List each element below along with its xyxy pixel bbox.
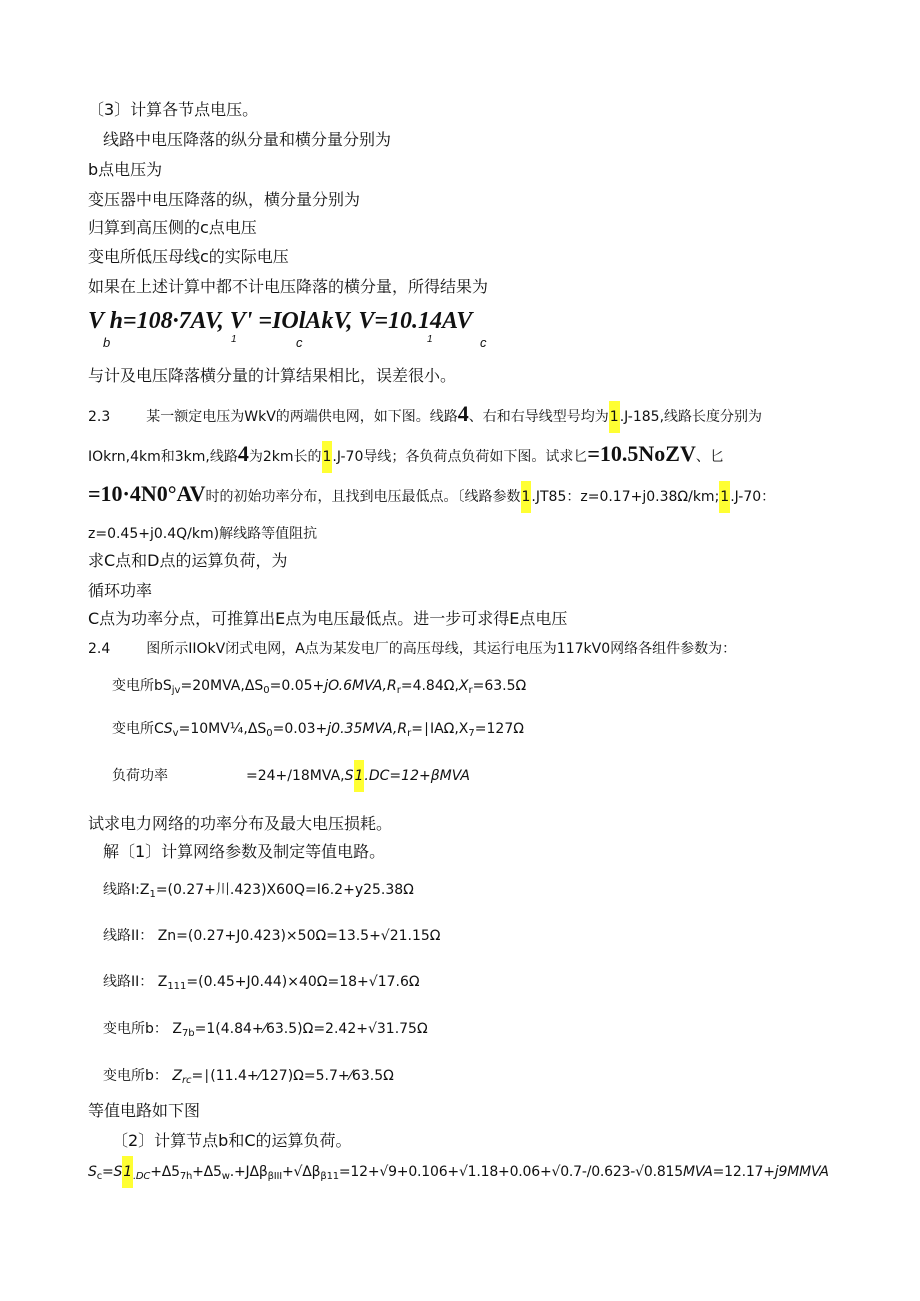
problem-2-3: 2.3 某一额定电压为WkV的两端供电网，如下图。线路4、右和右导线型号均为1.J-185,线路长度分别为 (88, 404, 762, 427)
text-line: 如果在上述计算中都不计电压降落的横分量，所得结果为 (88, 277, 489, 296)
problem-number: 2.3 (88, 409, 111, 425)
text-line: 等值电路如下图 (88, 1101, 201, 1120)
text-line: 变压器中电压降落的纵，横分量分别为 (88, 190, 361, 209)
text-line: z=0.45+j0.4Q/km)解线路等值阻抗 (88, 526, 318, 542)
highlight: 1 (609, 401, 620, 433)
formula-subscript: 1 (427, 334, 433, 345)
problem-number: 2.4 (88, 641, 111, 657)
text-line: 归算到高压侧的c点电压 (88, 218, 257, 237)
highlight: 1 (719, 481, 730, 513)
highlight: 1 (322, 441, 333, 473)
step3-heading: 〔3〕计算各节点电压。 (88, 100, 259, 119)
question-line: 试求电力网络的功率分布及最大电压损耗。 (88, 814, 393, 833)
equation-substation-c: 变电所b： $Z_{rc}=∣(11.4+⁄127)\Omega=5.7+⁄63.5\Omega$ (103, 1068, 394, 1086)
load-power: 负荷功率 =24+/18MVA,S1.DC=12+βMVA (112, 766, 470, 786)
text-line: b点电压为 (88, 160, 163, 179)
equation-line-2: 线路II： Zn=(0.27+J0.423)×50Ω=13.5+√21.15Ω (103, 928, 441, 944)
equation-line-1: 线路$I:Z_1=(0.27+$川.423)X60Q=I6.2+y25.38Ω (103, 882, 414, 900)
text-line: 循环功率 (88, 581, 153, 600)
substation-b-params: 变电所$bS_{jv}=20MVA,\Delta S_0=0.05+jO.6MVA,R_r=4.84\Omega,X_r=63.5\Omega$ (112, 678, 527, 696)
equation-sc: $S_c=S1_{.DC}+\Delta 5_{7h}+\Delta 5_w.+J\Delta\beta_{\beta III}+√\Delta\beta_{\beta 11}=12+√9+0.106+√1.18+0.06+√0.7-/0.623-√0.815MVA=12.17+j9MMVA$ (88, 1162, 829, 1187)
highlight: 1 (122, 1156, 133, 1188)
formula-voltages: V h=108·7AV, V' =IOlAkV, V=10.14AV (88, 308, 473, 334)
problem-2-4: 2.4 图所示IIOkV闭式电网，A点为某发电厂的高压母线，其运行电压为117kV0网络各组件参数为： (88, 641, 737, 657)
substation-c-params: 变电所$CS_v=10MV\frac{1}{4},\Delta S_0=0.03+j0.35MVA,R_r=∣IA\Omega,X_7=127\Omega$ (112, 721, 524, 739)
problem-2-3-line2: IOkrn,4km和3km,线路4为2km长的1.J-70导线；各负荷点负荷如下图。试求匕=10.5NoZV、匕 (88, 444, 724, 467)
text-line: C点为功率分点，可推算出E点为电压最低点。进一步可求得E点电压 (88, 609, 568, 628)
text-line: 求C点和D点的运算负荷，为 (88, 551, 288, 570)
problem-2-3-line3: =10·4N0°AV时的初始功率分布，且找到电压最低点。〔线路参数1.JT85：z=0.17+j0.38Ω/km;1.J-70： (88, 484, 775, 507)
equation-line-3: 线路II： $Z_{111}=(0.45+J0.44)\times 40\Omega=18+√17.6\Omega$ (103, 974, 420, 992)
solution-step1: 解〔1〕计算网络参数及制定等值电路。 (103, 842, 386, 861)
text-line: 变电所低压母线c的实际电压 (88, 247, 289, 266)
solution-step2: 〔2〕计算节点b和C的运算负荷。 (112, 1131, 352, 1150)
formula-subscript: 1 (231, 334, 237, 345)
highlight: 1 (521, 481, 532, 513)
formula-subscript: c (296, 335, 303, 350)
formula-subscript: c (480, 335, 487, 350)
formula-subscript: b (103, 335, 111, 350)
text-line: 线路中电压降落的纵分量和横分量分别为 (103, 130, 392, 149)
equation-substation-b: 变电所b： $Z_{7b}=1(4.84+⁄63.5)\Omega=2.42+√31.75\Omega$ (103, 1021, 428, 1039)
highlight: 1 (354, 760, 365, 792)
text-line: 与计及电压降落横分量的计算结果相比，误差很小。 (88, 366, 457, 385)
